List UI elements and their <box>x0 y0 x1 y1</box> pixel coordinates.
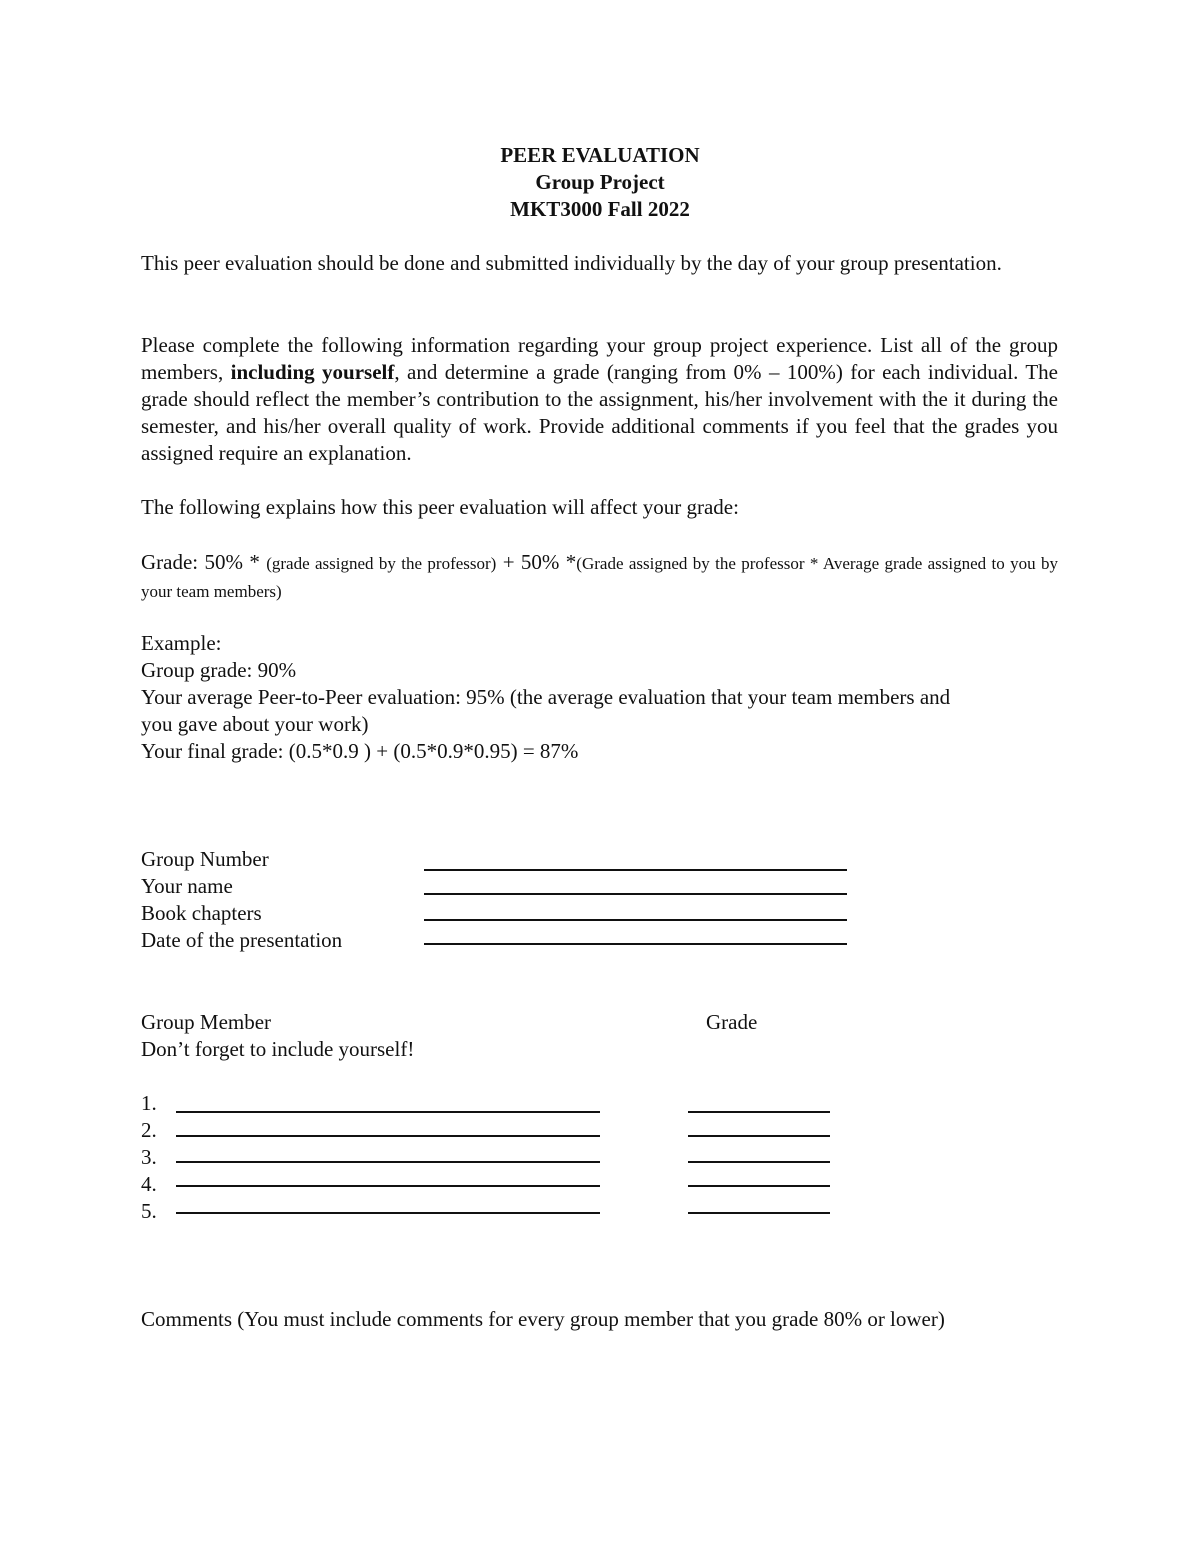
include-yourself-reminder: Don’t forget to include yourself! <box>141 1037 415 1061</box>
formula-part-a: Grade: 50% * <box>141 550 267 574</box>
member-2-name-line[interactable] <box>176 1135 600 1137</box>
explain-paragraph: The following explains how this peer evaluation will affect your grade: <box>141 495 739 519</box>
document-header <box>0 142 1200 223</box>
example-block <box>141 630 950 765</box>
group-number-line[interactable] <box>424 869 847 871</box>
book-chapters-label: Book chapters <box>141 901 262 925</box>
member-3-name-line[interactable] <box>176 1161 600 1163</box>
document-title: PEER EVALUATION <box>500 143 700 167</box>
presentation-date-line[interactable] <box>424 943 847 945</box>
formula-part-c: + 50% * <box>496 550 577 574</box>
member-1-grade-line[interactable] <box>688 1111 830 1113</box>
instructions-text-2: , and determine a grade (ranging from 0% – 100%) for each individual. The grade should reflect the member’s contribution to the assignment, his/her involvement with the it during the semester, and his/her overall quality of work. Provide additional comments if you feel that the grades you assigned require an explanation. <box>141 360 1058 465</box>
comments-instruction: Comments (You must include comments for every group member that you grade 80% or lower) <box>141 1307 945 1331</box>
your-name-label: Your name <box>141 874 233 898</box>
example-final-grade: Your final grade: (0.5*0.9 ) + (0.5*0.9*0.95) = 87% <box>141 739 579 763</box>
your-name-line[interactable] <box>424 893 847 895</box>
instructions-emphasis: including yourself <box>230 360 395 384</box>
group-member-heading: Group Member <box>141 1010 272 1034</box>
formula-part-b: (grade assigned by the professor) <box>266 554 497 573</box>
grade-heading: Grade <box>706 1010 758 1034</box>
member-number-4: 4. <box>141 1172 157 1196</box>
formula-paragraph <box>141 549 1058 605</box>
document-subtitle: Group Project <box>535 170 665 194</box>
group-number-label: Group Number <box>141 847 269 871</box>
member-1-name-line[interactable] <box>176 1111 600 1113</box>
intro-paragraph: This peer evaluation should be done and submitted individually by the day of your group presentation. <box>141 251 1002 275</box>
member-4-grade-line[interactable] <box>688 1185 830 1187</box>
course-label: MKT3000 Fall 2022 <box>510 197 690 221</box>
example-group-grade: Group grade: 90% <box>141 658 297 682</box>
member-5-grade-line[interactable] <box>688 1212 830 1214</box>
member-number-3: 3. <box>141 1145 157 1169</box>
book-chapters-line[interactable] <box>424 919 847 921</box>
member-2-grade-line[interactable] <box>688 1135 830 1137</box>
member-number-5: 5. <box>141 1199 157 1223</box>
presentation-date-label: Date of the presentation <box>141 928 343 952</box>
instructions-paragraph <box>141 332 1058 467</box>
member-number-2: 2. <box>141 1118 157 1142</box>
member-3-grade-line[interactable] <box>688 1161 830 1163</box>
member-number-1: 1. <box>141 1091 157 1115</box>
instructions-text-1: Please complete the following information regarding your group project experience. List all of the group members, <box>141 333 1058 384</box>
member-5-name-line[interactable] <box>176 1212 600 1214</box>
formula-part-d: (Grade assigned by the professor * Average grade assigned to you by your team members) <box>141 554 1058 601</box>
example-average-line-1: Your average Peer-to-Peer evaluation: 95% (the average evaluation that your team members and <box>141 685 951 709</box>
member-4-name-line[interactable] <box>176 1185 600 1187</box>
example-label: Example: <box>141 631 222 655</box>
example-average-line-2: you gave about your work) <box>141 712 369 736</box>
